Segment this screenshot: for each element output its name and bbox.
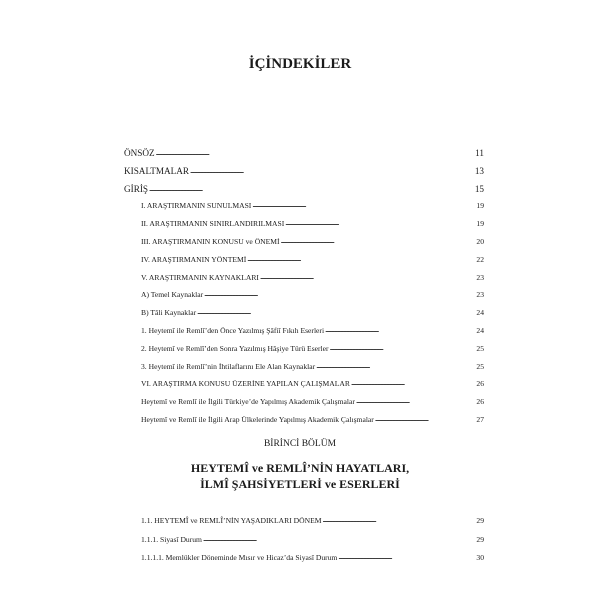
toc-row[interactable] <box>141 412 484 428</box>
toc-leader-dots <box>281 233 476 249</box>
part-title-line-1: HEYTEMÎ ve REMLÎ’NİN HAYATLARI, <box>190 461 410 475</box>
toc-entry-page: 29 <box>476 534 484 544</box>
toc-row[interactable] <box>141 532 484 548</box>
toc-entry-page: 25 <box>476 343 484 353</box>
toc-leader-dots <box>330 340 476 356</box>
toc-row[interactable] <box>141 252 484 268</box>
toc-entry-page: 27 <box>476 415 484 424</box>
toc-entry-page: 26 <box>476 397 484 407</box>
toc-row[interactable] <box>141 394 484 410</box>
toc-row[interactable] <box>141 287 484 303</box>
toc-entry-page: 15 <box>474 183 484 194</box>
toc-leader-dots <box>260 269 475 285</box>
toc-leader-dots <box>190 162 474 179</box>
toc-leader-dots <box>285 215 475 231</box>
toc-entry-page: 30 <box>476 553 484 562</box>
toc-entry-label: IV. ARAŞTIRMANIN YÖNTEMİ <box>141 254 247 264</box>
toc-entry-page: 13 <box>474 165 484 176</box>
toc-entry-page: 23 <box>476 290 484 300</box>
toc-entry-label: 1.1.1.1. Memlükler Döneminde Mısır ve Hicaz’da Siyasî Durum <box>141 553 338 562</box>
toc-leader-dots <box>252 197 475 213</box>
toc-row[interactable] <box>141 513 484 529</box>
toc-entry-label: II. ARAŞTIRMANIN SINIRLANDIRILMASI <box>141 219 285 229</box>
toc-entry-page: 22 <box>476 254 484 264</box>
toc-entry-page: 24 <box>476 326 484 335</box>
toc-entry-page: 25 <box>476 361 484 371</box>
toc-row[interactable] <box>141 376 484 392</box>
toc-entry-page: 19 <box>476 219 484 229</box>
toc-leader-dots <box>156 144 475 161</box>
toc-entry-page: 19 <box>476 201 484 211</box>
toc-leader-dots <box>351 375 475 391</box>
toc-row[interactable] <box>141 198 484 214</box>
toc-row[interactable] <box>124 181 484 197</box>
toc-leader-dots <box>204 286 475 302</box>
toc-leader-dots <box>375 411 476 427</box>
toc-entry-label: I. ARAŞTIRMANIN SUNULMASI <box>141 201 252 211</box>
toc-entry-label: Heytemî ve Remlî ile İlgili Arap Ülkelerinde Yapılmış Akademik Çalışmalar <box>141 415 374 424</box>
toc-leader-dots <box>316 358 475 374</box>
toc-leader-dots <box>149 180 474 197</box>
part-title <box>0 460 600 492</box>
toc-entry-label: KISALTMALAR <box>124 165 189 176</box>
toc-entry-label: B) Tâli Kaynaklar <box>141 308 197 318</box>
toc-entry-page: 24 <box>476 308 484 318</box>
toc-entry-label: A) Temel Kaynaklar <box>141 290 204 300</box>
toc-entry-label: 1.1.1. Siyasî Durum <box>141 534 202 544</box>
toc-entry-label: Heytemî ve Remlî ile İlgili Türkiye’de Yapılmış Akademik Çalışmalar <box>141 397 355 407</box>
toc-entry-page: 20 <box>476 237 484 246</box>
toc-row[interactable] <box>124 163 484 179</box>
toc-row[interactable] <box>141 550 484 566</box>
toc-entry-page: 11 <box>475 148 484 158</box>
toc-entry-label: 1.1. HEYTEMÎ ve REMLÎ’NİN YAŞADIKLARI DÖNEM <box>141 516 322 525</box>
toc-leader-dots <box>247 251 475 267</box>
toc-entry-label: III. ARAŞTIRMANIN KONUSU ve ÖNEMİ <box>141 237 280 246</box>
toc-entry-label: 3. Heytemî ile Remlî’nin İhtilaflarını Ele Alan Kaynaklar <box>141 361 316 371</box>
toc-entry-label: ÖNSÖZ <box>124 148 155 158</box>
part-title-line-2: İLMÎ ŞAHSİYETLERİ ve ESERLERİ <box>200 477 400 491</box>
toc-row[interactable] <box>141 359 484 375</box>
toc-row[interactable] <box>141 216 484 232</box>
toc-entry-label: GİRİŞ <box>124 183 148 194</box>
toc-entry-label: V. ARAŞTIRMANIN KAYNAKLARI <box>141 272 259 282</box>
toc-entry-label: 1. Heytemî ile Remlî’den Önce Yazılmış Şâfiî Fıkıh Eserleri <box>141 326 325 335</box>
toc-entry-page: 29 <box>476 516 484 525</box>
part-label: BİRİNCİ BÖLÜM <box>263 439 337 449</box>
toc-row[interactable] <box>141 341 484 357</box>
toc-leader-dots <box>325 322 475 338</box>
toc-leader-dots <box>322 512 475 528</box>
toc-leader-dots <box>197 304 475 320</box>
toc-row[interactable] <box>141 323 484 339</box>
toc-entry-label: 2. Heytemî ve Remlî’den Sonra Yazılmış Hâşiye Türü Eserler <box>141 343 329 353</box>
toc-entry-page: 26 <box>476 379 484 389</box>
toc-row[interactable] <box>124 145 484 161</box>
toc-row[interactable] <box>141 270 484 286</box>
toc-entry-label: VI. ARAŞTIRMA KONUSU ÜZERİNE YAPILAN ÇALIŞMALAR <box>141 379 350 389</box>
toc-row[interactable] <box>141 305 484 321</box>
toc-row[interactable] <box>141 234 484 250</box>
toc-leader-dots <box>203 531 475 547</box>
toc-leader-dots <box>356 393 475 409</box>
toc-entry-page: 23 <box>476 272 484 282</box>
toc-leader-dots <box>338 549 475 565</box>
page-title: İÇİNDEKİLER <box>248 56 352 72</box>
